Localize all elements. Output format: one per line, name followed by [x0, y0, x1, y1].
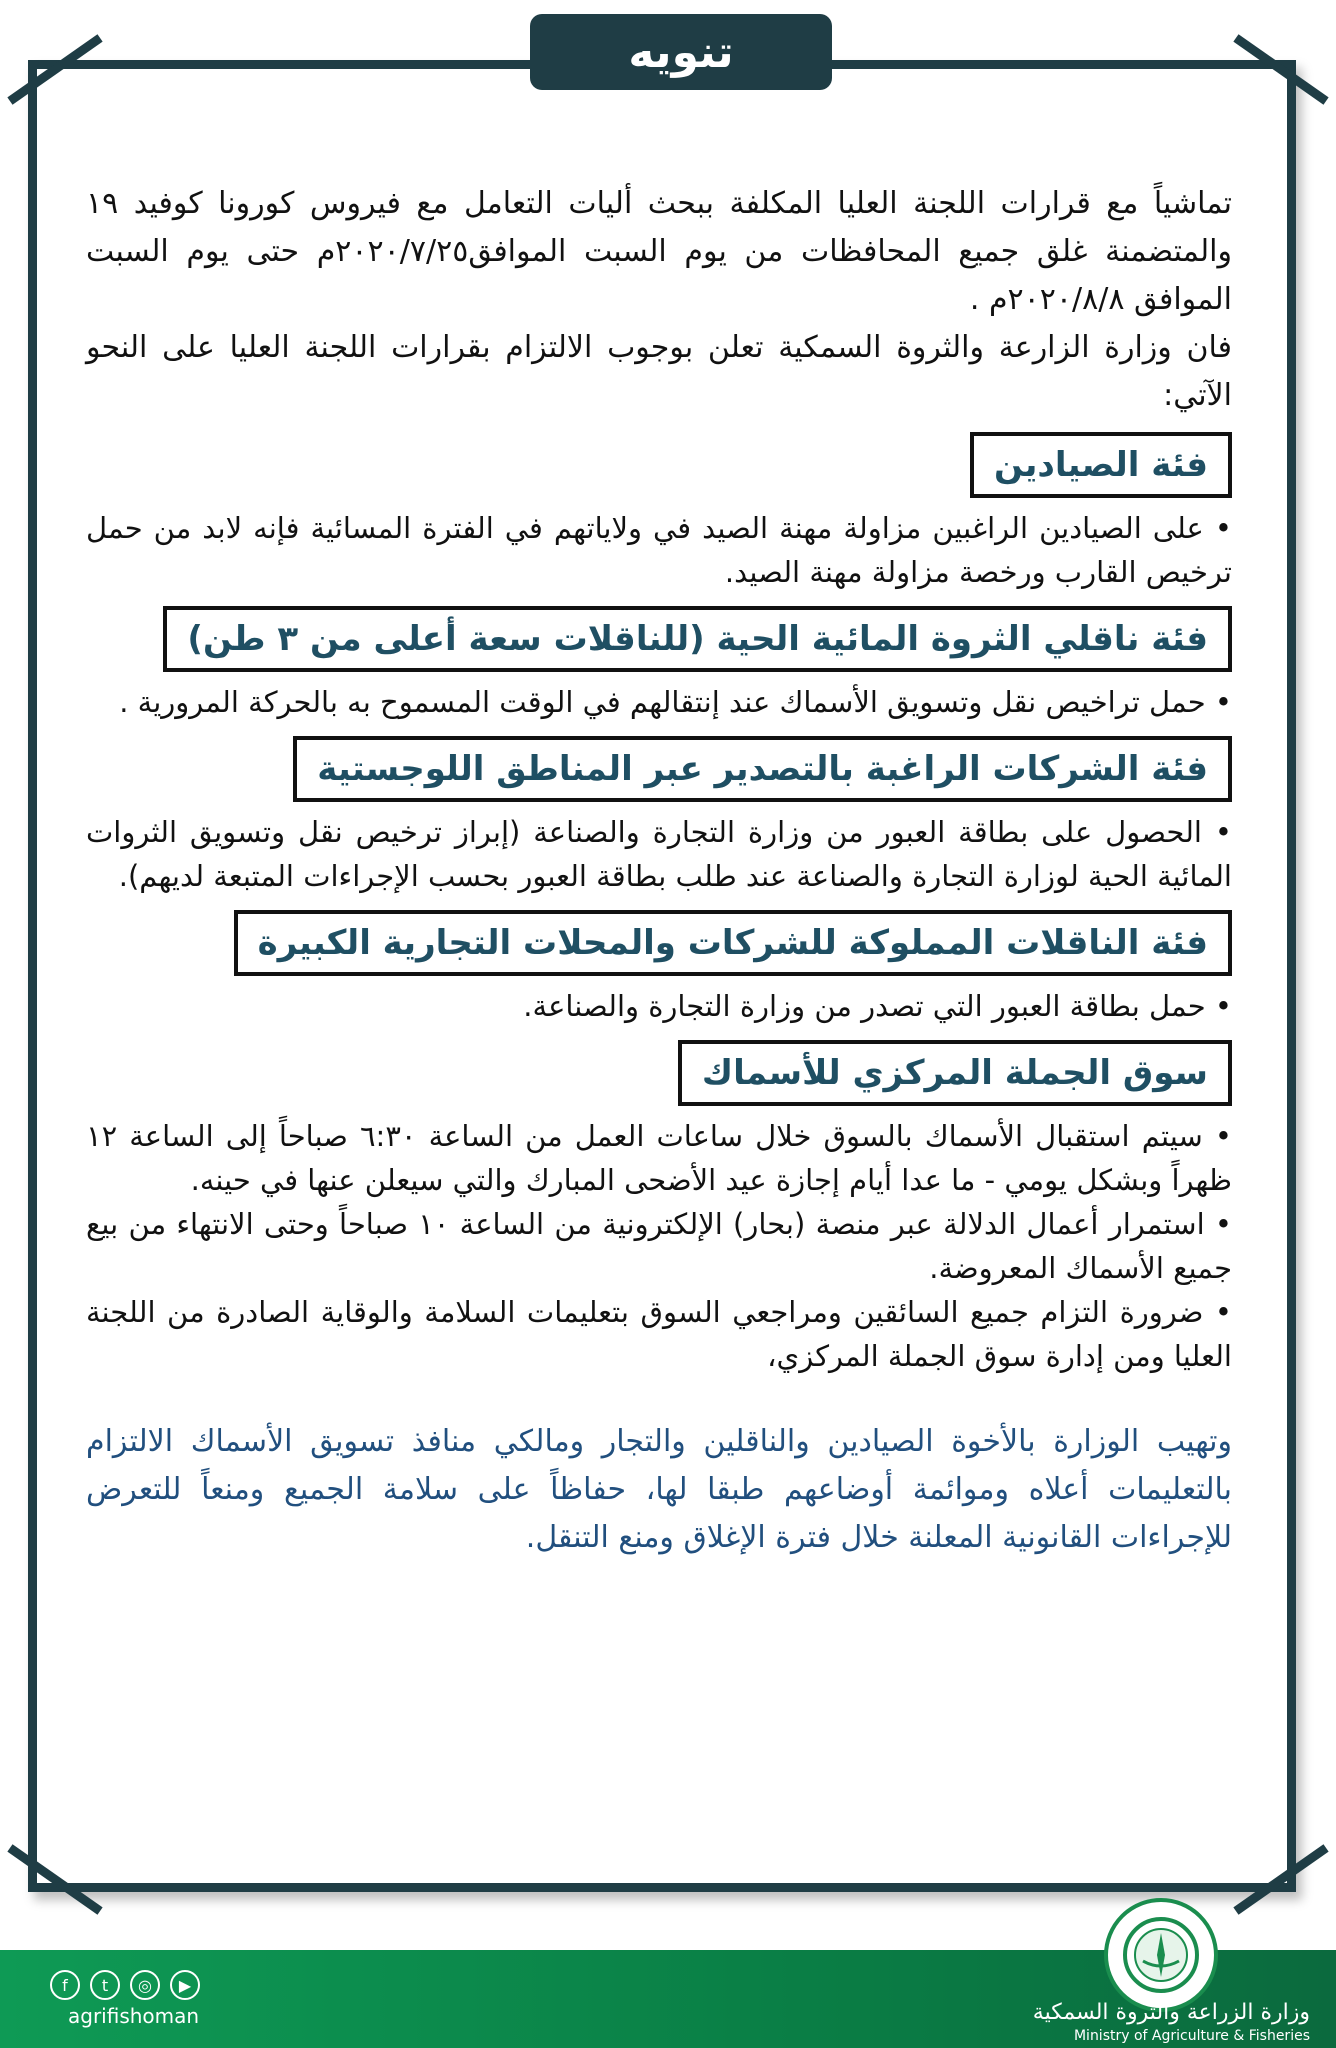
- bullet-item: • الحصول على بطاقة العبور من وزارة التجارة والصناعة (إبراز ترخيص نقل وتسويق الثروات المائية الحية لوزارة التجارة والصناعة عند طلب بطاقة العبور بحسب الإجراءات المتبعة لديهم).: [86, 810, 1232, 898]
- ministry-name-arabic: وزارة الزراعة والثروة السمكية: [1032, 2000, 1310, 2025]
- facebook-icon[interactable]: f: [50, 1970, 80, 2000]
- section-heading-export-companies: فئة الشركات الراغبة بالتصدير عبر المناطق اللوجستية: [293, 736, 1232, 802]
- closing-paragraph: وتهيب الوزارة بالأخوة الصيادين والناقلين والتجار ومالكي منافذ تسويق الأسماك الالتزام بالتعليمات أعلاه وموائمة أوضاعهم طبقا لها، حفاظاً على سلامة الجميع ومنعاً للتعرض للإجراءات القانونية المعلنة خلال فترة الإغلاق ومنع التنقل.: [86, 1424, 1232, 1555]
- twitter-icon[interactable]: t: [90, 1970, 120, 2000]
- section-heading-live-transporters: فئة ناقلي الثروة المائية الحية (للناقلات سعة أعلى من ٣ طن): [163, 606, 1232, 672]
- page-title: تنويه: [530, 14, 832, 90]
- bullet-item: • ضرورة التزام جميع السائقين ومراجعي السوق بتعليمات السلامة والوقاية الصادرة من اللجنة العليا ومن إدارة سوق الجملة المركزي،: [86, 1290, 1232, 1378]
- emblem-icon: [1121, 1915, 1201, 1995]
- instagram-icon[interactable]: ◎: [130, 1970, 160, 2000]
- bullet-item: • حمل تراخيص نقل وتسويق الأسماك عند إنتقالهم في الوقت المسموح به بالحركة المرورية .: [86, 680, 1232, 724]
- bullet-item: • استمرار أعمال الدلالة عبر منصة (بحار) الإلكترونية من الساعة ١٠ صباحاً وحتى الانتهاء من بيع جميع الأسماك المعروضة.: [86, 1202, 1232, 1290]
- bullet-item: • حمل بطاقة العبور التي تصدر من وزارة التجارة والصناعة.: [86, 984, 1232, 1028]
- social-handle: agrifishoman: [68, 2004, 200, 2028]
- intro-paragraph: فان وزارة الزارعة والثروة السمكية تعلن بوجوب الالتزام بقرارات اللجنة العليا على النحو الآتي:: [86, 330, 1232, 413]
- youtube-icon[interactable]: ▶: [170, 1970, 200, 2000]
- section-heading-fish-market: سوق الجملة المركزي للأسماك: [678, 1040, 1232, 1106]
- notice-body: [86, 180, 1232, 1562]
- section-heading-company-trucks: فئة الناقلات المملوكة للشركات والمحلات التجارية الكبيرة: [234, 910, 1232, 976]
- social-links: [50, 1970, 200, 2000]
- bullet-item: • سيتم استقبال الأسماك بالسوق خلال ساعات العمل من الساعة ٦:٣٠ صباحاً إلى الساعة ١٢ ظهراً وبشكل يومي - ما عدا أيام إجازة عيد الأضحى المبارك والتي سيعلن عنها في حينه.: [86, 1114, 1232, 1202]
- intro-paragraph: تماشياً مع قرارات اللجنة العليا المكلفة ببحث أليات التعامل مع فيروس كورونا كوفيد ١٩ والمتضمنة غلق جميع المحافظات من يوم السبت الموافق٢٠٢٠/٧/٢٥م حتى يوم السبت الموافق ٢٠٢٠/٨/٨م .: [86, 186, 1232, 317]
- ministry-logo: [1104, 1898, 1218, 2012]
- section-heading-fishermen: فئة الصيادين: [970, 432, 1232, 498]
- bullet-item: • على الصيادين الراغبين مزاولة مهنة الصيد في ولاياتهم في الفترة المسائية فإنه لابد من حمل ترخيص القارب ورخصة مزاولة مهنة الصيد.: [86, 506, 1232, 594]
- ministry-name-english: Ministry of Agriculture & Fisheries: [1073, 2028, 1310, 2044]
